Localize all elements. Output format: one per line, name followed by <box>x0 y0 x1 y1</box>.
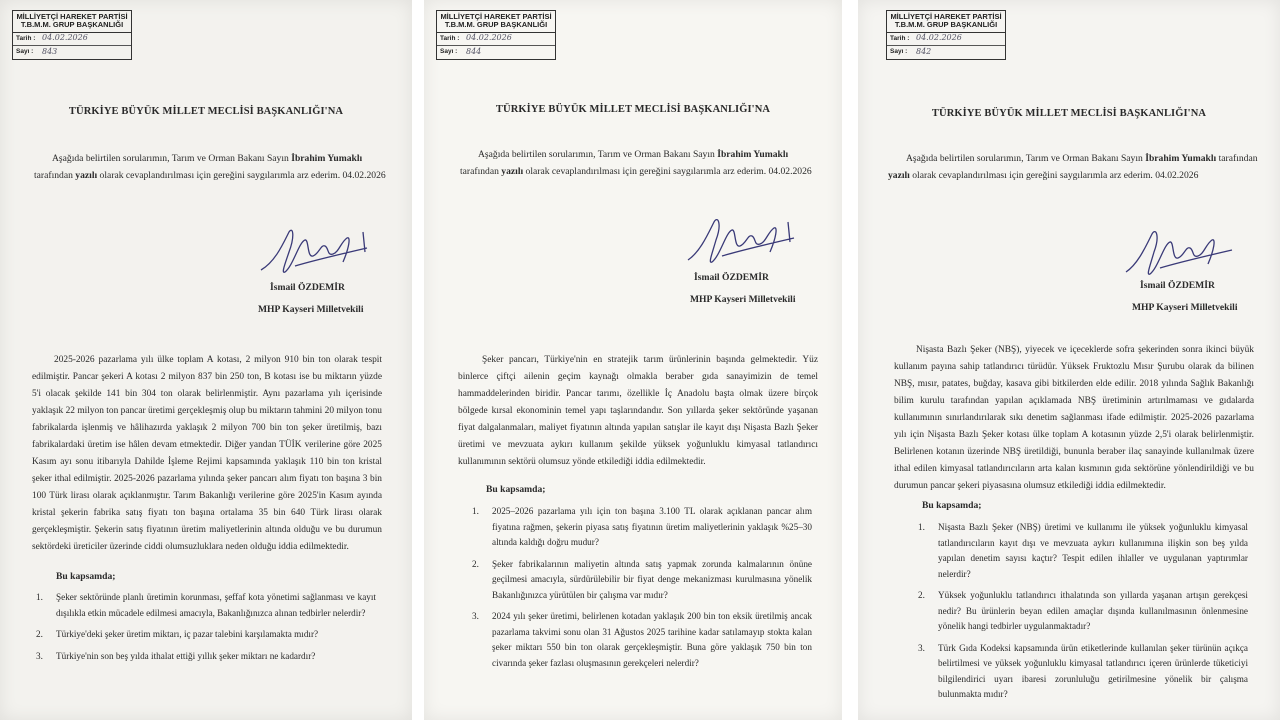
question-text: Yüksek yoğunluklu tatlandırıcı ithalatında son yıllarda yaşanan artışın gerekçesi nedir? Bu ürünlerin beyan edilen amaçlar dışında kullanılmasının önlenmesine yönelik hangi tedbirler uygulanmaktadır? <box>938 590 1248 631</box>
body-paragraph: 2025-2026 pazarlama yılı ülke toplam A kotası, 2 milyon 910 bin ton olarak tespit edilmiştir. Pancar şekeri A kotası 2 milyon 837 bin 250 ton, B kotası ise bu miktarın yüzde 5'i olacak şekilde 141 bin 304 ton olarak belirlenmiştir. Aynı pazarlama yılı içerisinde yaklaşık 22 milyon ton pancar üretimi gerçekleşmiş olup bu miktarın tahmini 20 milyon tonu fabrikalarda işlenmiş ve hâlihazırda yaklaşık 2 milyon 700 bin ton şeker üretilmiş, bazı fabrikalardaki üretim ise hâlen devam etmektedir. Diğer yandan TÜİK verilerine göre 2025 Kasım ayı sonu itibarıyla Dahilde İşleme Rejimi kapsamında yaklaşık 110 bin ton kristal şeker ithal edilmiştir. 2025-2026 pazarlama yılında şeker pancarı alım fiyatı ton başına 3 bin 100 Türk lirası olarak açıklanmıştır. Tarım Bakanlığı verilerine göre 2025'in Kasım ayında kristal şekerin fabrika satış fiyatı ton başına ortalama 35 bin 640 Türk lirası olarak gerçekleşmiştir. Şekerin satış fiyatının üretim maliyetlerinin altında olduğu ve bu durumun sektördeki üreticiler üzerinde ciddi olumsuzluklara neden olduğu iddia edilmektedir. <box>32 355 382 552</box>
document-page-2 <box>424 0 842 720</box>
stamp-party-name: MİLLİYETÇİ HAREKET PARTİSİ <box>890 12 1002 21</box>
stamp-number-label: Sayı : <box>890 48 908 56</box>
question-item: 2. Yüksek yoğunluklu tatlandırıcı ithalatında son yıllarda yaşanan artışın gerekçesi nedir? Bu ürünlerin beyan edilen amaçlar dışında kullanılmasının önlenmesine yönelik hangi tedbirler uygulanmaktadır? <box>918 590 1248 631</box>
stamp-number-value: 842 <box>916 46 932 56</box>
questions-heading: Bu kapsamda; <box>922 500 982 511</box>
body-paragraph: Şeker pancarı, Türkiye'nin en stratejik tarım ürünlerinin başında gelmektedir. Yüz binlerce çiftçi ailenin geçim kaynağı olmakla beraber gıda sanayimizin de temel hammaddelerinden biridir. Pancar tarımı, özellikle İç Anadolu başta olmak üzere birçok bölgede kırsal ekonominin temel yapı taşlarındandır. Son yıllarda şeker sektöründe yaşanan fiyat dalgalanmaları, maliyet fiyatının altında yapılan satışlar ile kayıt dışı Nişasta Bazlı Şeker üretimi ve mevzuata aykırı kullanım şekilde yüksek yoğunluklu kimyasal tatlandırıcı kullanımının sektörü olumsuz yönde etkilediği iddia edilmektedir. <box>458 355 818 467</box>
document-page-1 <box>0 0 412 720</box>
question-text: Türkiye'nin son beş yılda ithalat ettiği yıllık şeker miktarı ne kadardır? <box>56 650 316 661</box>
intro-paragraph <box>460 146 826 180</box>
questions-heading: Bu kapsamda; <box>56 571 116 582</box>
intro-written-word: yazılı <box>888 170 910 181</box>
question-item: 2. Şeker fabrikalarının maliyetin altında satış yapmak zorunda kalmalarının önüne geçilmesi amacıyla, sürdürülebilir bir fiyat denge mekanizması kurulmasına yönelik Bakanlığınızca yürütülen bir çalışma var mıdır? <box>472 558 812 600</box>
stamp-date-value: 04.02.2026 <box>42 33 88 43</box>
question-item: 3. Türk Gıda Kodeksi kapsamında ürün etiketlerinde kullanılan şeker türünün açıkça belirtilmesi ve yüksek yoğunluklu kimyasal tatlandırıcı içeren ürünlerde tüketiciyi bilgilendirici uyarı ibaresi zorunluluğu getirilmesine yönelik bir çalışma bulunmakta mıdır? <box>918 642 1248 699</box>
document-heading: TÜRKİYE BÜYÜK MİLLET MECLİSİ BAŞKANLIĞI'NA <box>68 106 344 117</box>
signer-title: MHP Kayseri Milletvekili <box>258 304 364 315</box>
stamp-office-name: T.B.M.M. GRUP BAŞKANLIĞI <box>894 20 998 30</box>
questions-list <box>472 504 812 677</box>
questions-list <box>918 520 1248 709</box>
stamp-date-value: 04.02.2026 <box>916 33 962 43</box>
document-heading: TÜRKİYE BÜYÜK MİLLET MECLİSİ BAŞKANLIĞI'NA <box>931 108 1207 119</box>
questions-list <box>36 590 376 670</box>
party-stamp <box>886 10 1006 60</box>
signer-name: İsmail ÖZDEMİR <box>694 272 769 283</box>
signer-title: MHP Kayseri Milletvekili <box>1132 302 1238 313</box>
minister-name: İbrahim Yumaklı <box>291 153 363 164</box>
stamp-party-name: MİLLİYETÇİ HAREKET PARTİSİ <box>440 12 552 21</box>
intro-text-c: olarak cevaplandırılması için gereğini saygılarımla arz ederim. 04.02.2026 <box>909 170 1199 181</box>
body-paragraph: Nişasta Bazlı Şeker (NBŞ), yiyecek ve içeceklerde sofra şekerinden sonra ikinci büyük kullanım payına sahip tatlandırıcı türüdür. Yüksek Fruktozlu Mısır Şurubu olarak da bilinen NBŞ, mısır, patates, buğday, kasava gibi bitkilerden elde edilir. 2018 yılında Sağlık Bakanlığı bilim kurulu tarafından yapılan açıklamada NBŞ üretiminin artırılmaması ve gıdalarda kullanımının sınırlandırılarak sıkı denetim sağlanması ifade edilmiştir. 2025-2026 pazarlama yılı için Nişasta Bazlı Şeker kotası ülke toplam A kotasının yüzde 2,5'i olarak belirlenmiştir. Belirlenen kotanın üzerinde NBŞ üretildiği, bununla beraber ilaç sanayinde kullanılmak üzere ithal edilen kimyasal tatlandırıcıların arta kalan kısmının gıda sektörüne yönlendirildiği ve bu durumun pancar şekeri piyasasına olumsuz etkilediği iddia edilmektedir. <box>894 345 1254 491</box>
question-text: Şeker sektöründe planlı üretimin korunması, şeffaf kota yönetimi sağlanması ve kayıt dışılıkla etkin mücadele edilmesi amacıyla, Bakanlığınızca alınan tedbirler nelerdir? <box>56 592 376 618</box>
question-item: 1. Şeker sektöründe planlı üretimin korunması, şeffaf kota yönetimi sağlanması ve kayıt dışılıkla etkin mücadele edilmesi amacıyla, Bakanlığınızca alınan tedbirler nelerdir? <box>36 592 376 618</box>
intro-text-b: tarafından <box>34 170 73 181</box>
intro-written-word: yazılı <box>501 166 524 177</box>
question-text: 2024 yılı şeker üretimi, belirlenen kotadan yaklaşık 200 bin ton eksik üretilmiş ancak pazarlama takvimi sonu olan 31 Ağustos 2025 tarihine kadar satılamayıp stokta kalan şeker miktarı 550 bin ton olarak gerçekleşmiştir. Buna göre yaklaşık 750 bin ton civarında şeker fazlası oluşmasının gerekçeleri nelerdir? <box>492 611 812 668</box>
intro-text-a: Aşağıda belirtilen sorularımın, Tarım ve Orman Bakanı Sayın <box>478 149 718 160</box>
signature-image <box>1120 222 1240 286</box>
question-item: 1. Nişasta Bazlı Şeker (NBŞ) üretimi ve kullanımı ile yüksek yoğunluklu kimyasal tatlandırıcıların kayıt dışı ve mevzuata aykırı kullanımına ilişkin son beş yılda yapılan denetim sayısı kaçtır? Tespit edilen ihlaller ve uygulanan yaptırımlar nelerdir? <box>918 522 1248 579</box>
question-item: 1. 2025–2026 pazarlama yılı için ton başına 3.100 TL olarak açıklanan pancar alım fiyatına rağmen, şekerin piyasa satış fiyatının üretim maliyetlerinin yaklaşık %25–30 altında kaldığı doğru mudur? <box>472 506 812 547</box>
intro-text-b: tarafından <box>460 166 499 177</box>
minister-name: İbrahim Yumaklı <box>1145 153 1217 164</box>
document-heading: TÜRKİYE BÜYÜK MİLLET MECLİSİ BAŞKANLIĞI'NA <box>495 104 771 115</box>
stamp-number-value: 844 <box>466 46 482 56</box>
intro-text-b: tarafından <box>1216 153 1258 164</box>
stamp-date-label: Tarih : <box>16 34 36 42</box>
signer-name: İsmail ÖZDEMİR <box>1140 280 1215 291</box>
intro-written-word: yazılı <box>75 170 98 181</box>
party-stamp <box>12 10 132 60</box>
stamp-party-name: MİLLİYETÇİ HAREKET PARTİSİ <box>16 12 128 21</box>
signer-name: İsmail ÖZDEMİR <box>270 282 345 293</box>
party-stamp <box>436 10 556 60</box>
stamp-office-name: T.B.M.M. GRUP BAŞKANLIĞI <box>444 20 548 30</box>
stamp-date-label: Tarih : <box>890 34 910 42</box>
question-text: Nişasta Bazlı Şeker (NBŞ) üretimi ve kullanımı ile yüksek yoğunluklu kimyasal tatlandırıcıların kayıt dışı ve mevzuata aykırı kullanımına ilişkin son beş yılda yapılan denetim sayısı kaçtır? Tespit edilen ihlaller ve uygulanan yaptırımlar nelerdir? <box>938 522 1248 579</box>
signature-image <box>255 222 375 286</box>
stamp-date-value: 04.02.2026 <box>466 33 512 43</box>
question-item: 3. Türkiye'nin son beş yılda ithalat ettiği yıllık şeker miktarı ne kadardır? <box>36 650 316 661</box>
questions-heading: Bu kapsamda; <box>486 484 546 495</box>
minister-name: İbrahim Yumaklı <box>717 149 789 160</box>
intro-paragraph <box>34 150 394 184</box>
question-item: 2. Türkiye'deki şeker üretim miktarı, iç pazar talebini karşılamakta mıdır? <box>36 629 319 639</box>
stamp-date-label: Tarih : <box>440 34 460 42</box>
question-text: Şeker fabrikalarının maliyetin altında satış yapmak zorunda kalmalarının önüne geçilmesi amacıyla, sürdürülebilir bir fiyat denge mekanizması kurulmasına yönelik Bakanlığınızca yürütülen bir çalışma var mıdır? <box>492 558 812 600</box>
question-text: Türkiye'deki şeker üretim miktarı, iç pazar talebini karşılamakta mıdır? <box>56 629 319 639</box>
document-page-3 <box>858 0 1280 720</box>
intro-paragraph <box>888 150 1260 184</box>
question-text: 2025–2026 pazarlama yılı için ton başına 3.100 TL olarak açıklanan pancar alım fiyatına rağmen, şekerin piyasa satış fiyatının üretim maliyetlerinin yaklaşık %25–30 altında kaldığı doğru mudur? <box>492 506 812 547</box>
intro-text-a: Aşağıda belirtilen sorularımın, Tarım ve Orman Bakanı Sayın <box>906 153 1146 164</box>
intro-text-a: Aşağıda belirtilen sorularımın, Tarım ve Orman Bakanı Sayın <box>52 153 292 164</box>
intro-text-c: olarak cevaplandırılması için gereğini saygılarımla arz ederim. 04.02.2026 <box>523 166 812 177</box>
stamp-number-value: 843 <box>42 46 58 56</box>
signer-title: MHP Kayseri Milletvekili <box>690 294 796 305</box>
stamp-number-label: Sayı : <box>16 48 34 56</box>
signature-image <box>682 210 802 274</box>
intro-text-c: olarak cevaplandırılması için gereğini saygılarımla arz ederim. 04.02.2026 <box>97 170 386 181</box>
stamp-number-label: Sayı : <box>440 48 458 56</box>
question-text: Türk Gıda Kodeksi kapsamında ürün etiketlerinde kullanılan şeker türünün açıkça belirtilmesi ve yüksek yoğunluklu kimyasal tatlandırıcı içeren ürünlerde tüketiciyi bilgilendirici uyarı ibaresi zorunluluğu getirilmesine yönelik bir çalışma bulunmakta mıdır? <box>938 642 1248 699</box>
stamp-office-name: T.B.M.M. GRUP BAŞKANLIĞI <box>20 20 124 30</box>
question-item: 3. 2024 yılı şeker üretimi, belirlenen kotadan yaklaşık 200 bin ton eksik üretilmiş ancak pazarlama takvimi sonu olan 31 Ağustos 2025 tarihine kadar satılamayıp stokta kalan şeker miktarı 550 bin ton olarak gerçekleşmiştir. Buna göre yaklaşık 750 bin ton civarında şeker fazlası oluşmasının gerekçeleri nelerdir? <box>472 611 812 668</box>
